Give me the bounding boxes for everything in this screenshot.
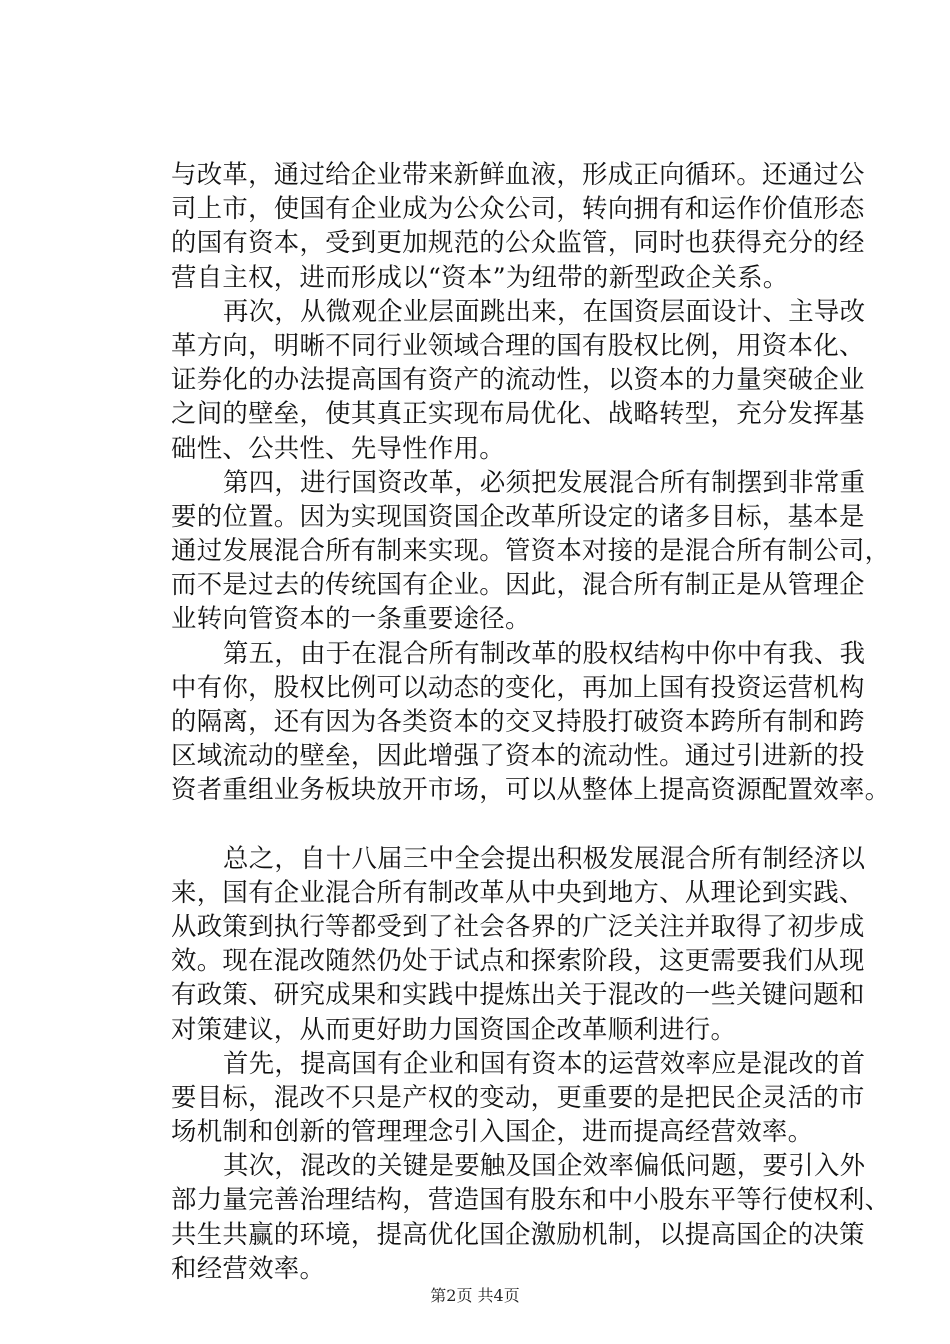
paragraph-line: 场机制和创新的管理理念引入国企，进而提高经营效率。: [171, 1116, 814, 1147]
paragraph-line: 来，国有企业混合所有制改革从中央到地方、从理论到实践、: [171, 876, 865, 907]
paragraph-line: 的国有资本，受到更加规范的公众监管，同时也获得充分的经: [171, 227, 865, 258]
paragraph: [171, 294, 866, 465]
paragraph: [171, 1148, 891, 1285]
paragraph-line: 再次，从微观企业层面跳出来，在国资层面设计、主导改: [223, 295, 866, 326]
paragraph-line: 从政策到执行等都受到了社会各界的广泛关注并取得了初步成: [171, 910, 865, 941]
paragraph: [171, 841, 866, 1046]
paragraph-line: 中有你，股权比例可以动态的变化，再加上国有投资运营机构: [171, 671, 865, 702]
paragraph-line: 其次，混改的关键是要触及国企效率偏低问题，要引入外: [223, 1150, 866, 1181]
paragraph: [171, 157, 865, 294]
paragraph-line: 首先，提高国有企业和国有资本的运营效率应是混改的首: [223, 1047, 866, 1078]
paragraph: [171, 636, 891, 807]
paragraph-line: 业转向管资本的一条重要途径。: [171, 603, 531, 634]
paragraph: [171, 1046, 866, 1149]
paragraph-line: 和经营效率。: [171, 1252, 326, 1283]
paragraph-line: 司上市，使国有企业成为公众公司，转向拥有和运作价值形态: [171, 193, 865, 224]
paragraph-line: 的隔离，还有因为各类资本的交叉持股打破资本跨所有制和跨: [171, 706, 865, 736]
paragraph-gap: [171, 807, 831, 841]
paragraph-line: 对策建议，从而更好助力国资国企改革顺利进行。: [171, 1013, 737, 1044]
paragraph-line: 而不是过去的传统国有企业。因此，混合所有制正是从管理企: [171, 569, 865, 600]
paragraph-line: 资者重组业务板块放开市场，可以从整体上提高资源配置效率。: [171, 774, 891, 805]
paragraph-line: 要目标，混改不只是产权的变动，更重要的是把民企灵活的市: [171, 1081, 865, 1112]
paragraph-line: 与改革，通过给企业带来新鲜血液，形成正向循环。还通过公: [171, 159, 865, 189]
page-footer: 第2页 共4页: [430, 1286, 520, 1305]
paragraph-line: 通过发展混合所有制来实现。管资本对接的是混合所有制公司，: [171, 535, 891, 566]
paragraph-line: 有政策、研究成果和实践中提炼出关于混改的一些关键问题和: [171, 979, 865, 1010]
paragraph-line: 革方向，明晰不同行业领域合理的国有股权比例，用资本化、: [171, 329, 865, 360]
paragraph-line: 效。现在混改随然仍处于试点和探索阶段，这更需要我们从现: [171, 945, 865, 976]
paragraph-line: 共生共赢的环境，提高优化国企激励机制，以提高国企的决策: [171, 1218, 865, 1249]
paragraph-line: 区域流动的壁垒，因此增强了资本的流动性。通过引进新的投: [171, 740, 865, 771]
paragraph: [171, 465, 891, 636]
paragraph-line: 要的位置。因为实现国资国企改革所设定的诸多目标，基本是: [171, 500, 865, 531]
paragraph-line: 第四，进行国资改革，必须把发展混合所有制摆到非常重: [223, 466, 866, 497]
paragraph-line: 之间的壁垒，使其真正实现布局优化、战略转型，充分发挥基: [171, 398, 865, 429]
paragraph-line: 营自主权，进而形成以“资本”为纽带的新型政企关系。: [171, 261, 789, 292]
paragraph-line: 总之，自十八届三中全会提出积极发展混合所有制经济以: [223, 842, 866, 873]
paragraph-line: 证券化的办法提高国有资产的流动性，以资本的力量突破企业: [171, 364, 865, 395]
paragraph-line: 第五，由于在混合所有制改革的股权结构中你中有我、我: [223, 637, 866, 668]
paragraph-line: 部力量完善治理结构，营造国有股东和中小股东平等行使权利、: [171, 1184, 891, 1215]
paragraph-line: 础性、公共性、先导性作用。: [171, 432, 505, 463]
document-body: [171, 157, 891, 1285]
